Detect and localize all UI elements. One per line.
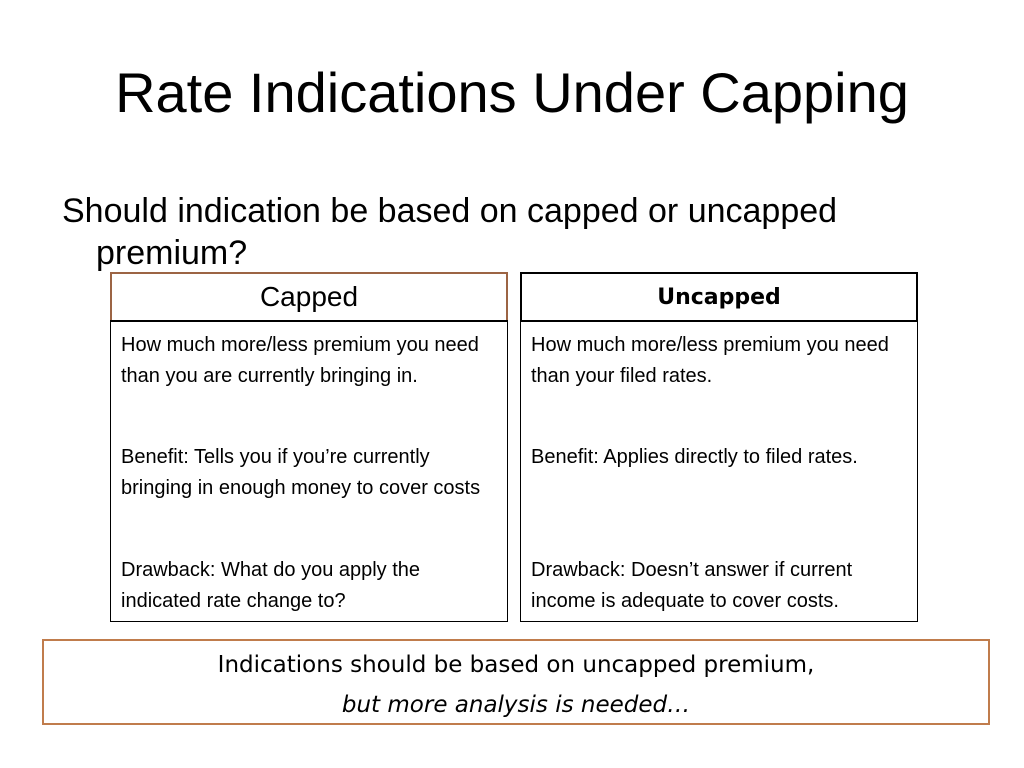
conclusion-line-2: but more analysis is needed… (341, 692, 691, 718)
uncapped-header: Uncapped (520, 272, 918, 322)
uncapped-column (520, 272, 918, 622)
uncapped-drawback: Drawback: Doesn’t answer if current income is adequate to cover costs. (531, 559, 853, 612)
capped-description: How much more/less premium you need than you are currently bringing in. (121, 334, 479, 387)
capped-header: Capped (110, 272, 508, 322)
capped-body (110, 322, 508, 622)
capped-column (110, 272, 508, 622)
subtitle-question: Should indication be based on capped or uncapped premium? (62, 192, 838, 272)
uncapped-description: How much more/less premium you need than your filed rates. (531, 334, 889, 387)
conclusion-box (42, 639, 990, 725)
capped-drawback: Drawback: What do you apply the indicated rate change to? (121, 559, 421, 612)
conclusion-line-1: Indications should be based on uncapped premium, (217, 652, 815, 678)
capped-benefit: Benefit: Tells you if you’re currently bringing in enough money to cover costs (121, 446, 481, 499)
uncapped-benefit: Benefit: Applies directly to filed rates. (531, 446, 858, 468)
uncapped-body (520, 322, 918, 622)
page-title: Rate Indications Under Capping (115, 61, 909, 124)
